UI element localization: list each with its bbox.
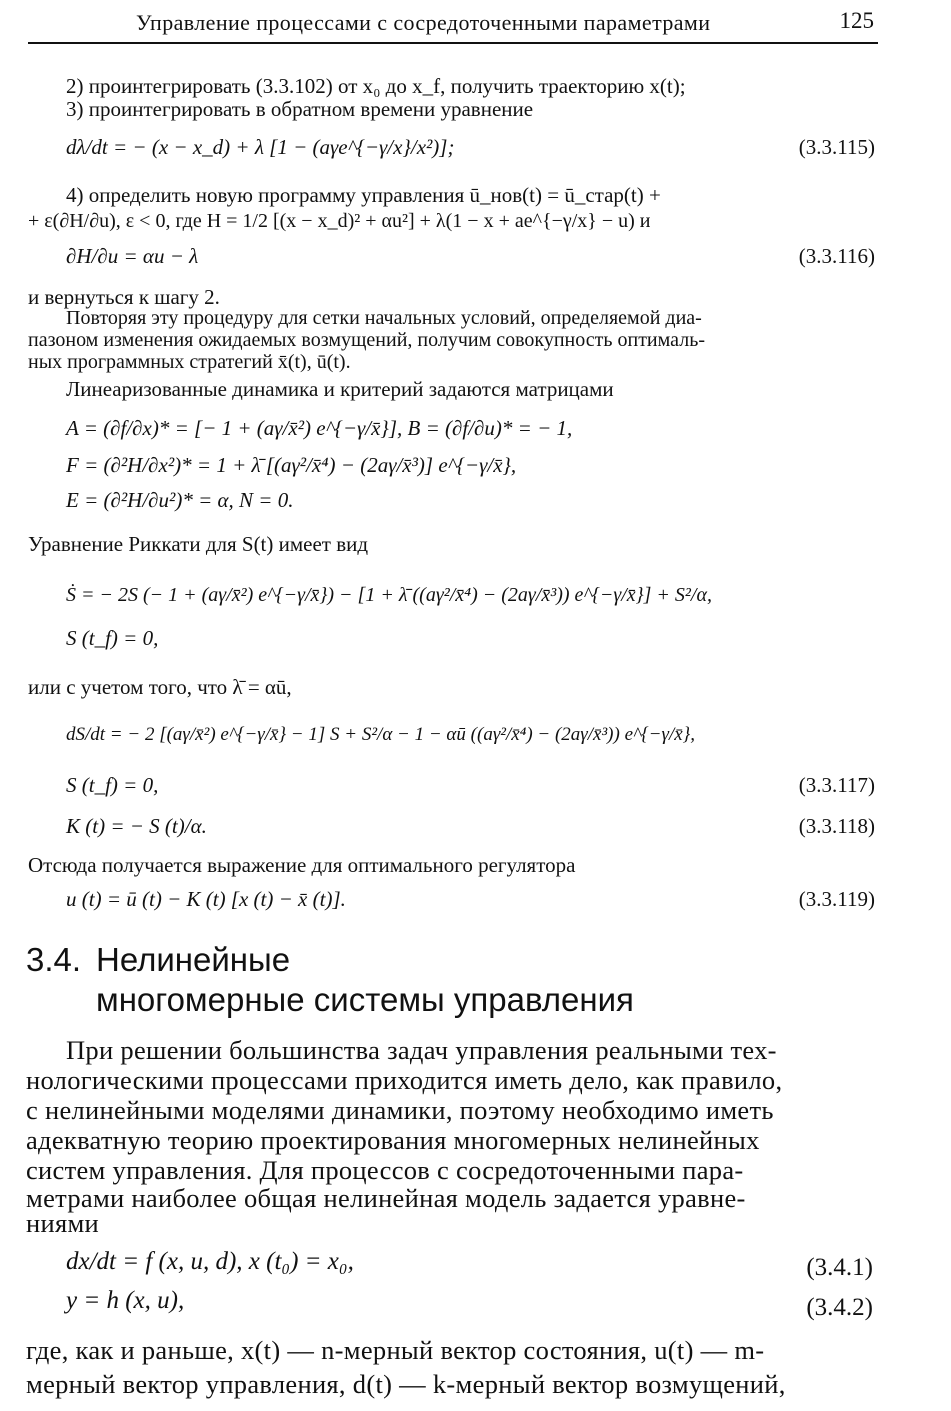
equation-number: (3.3.118)	[798, 814, 875, 838]
equation-3-3-117-line-1: dS/dt = − 2 [(aγ/x̄²) e^{−γ/x̄} − 1] S + S²/α − 1 − αū ((aγ²/x̄⁴) − (2aγ/x̄³)) e^{−γ/x̄},	[66, 724, 696, 745]
step-2-text: 2) проинтегрировать (3.3.102) от x₀ до x_f, получить траекторию x(t);	[66, 74, 686, 98]
section-paragraph-line: с нелинейными моделями динамики, поэтому необходимо иметь	[26, 1095, 774, 1125]
linearized-intro: Линеаризованные динамика и критерий задаются матрицами	[66, 377, 614, 401]
equation-number: (3.4.1)	[806, 1254, 873, 1281]
matrix-a-b: A = (∂f/∂x)* = [− 1 + (aγ/x̄²) e^{−γ/x̄}], B = (∂f/∂u)* = − 1,	[66, 416, 573, 440]
equation-3-3-115: dλ/dt = − (x − x_d) + λ [1 − (aγe^{−γ/x}/x²)];	[66, 135, 455, 159]
equation-number: (3.3.119)	[798, 887, 875, 911]
equation-3-3-116: ∂H/∂u = αu − λ	[66, 244, 199, 268]
section-paragraph-line: При решении большинства задач управления реальными тех-	[66, 1035, 777, 1065]
section-title-line-1: Нелинейные	[96, 941, 291, 978]
final-paragraph-line: где, как и раньше, x(t) — n-мерный вектор состояния, u(t) — m-	[26, 1335, 765, 1365]
considering-text: или с учетом того, что λ̄ = αū,	[28, 675, 292, 699]
section-paragraph-line: систем управления. Для процессов с сосредоточенными пара-	[26, 1155, 744, 1185]
paragraph-line: Повторяя эту процедуру для сетки начальных условий, определяемой диа-	[66, 307, 702, 329]
running-title: Управление процессами с сосредоточенными параметрами	[136, 10, 711, 35]
section-paragraph-line: адекватную теорию проектирования многомерных нелинейных	[26, 1125, 760, 1155]
paragraph-line: пазоном изменения ожидаемых возмущений, получим совокупность оптималь-	[28, 329, 705, 351]
riccati-boundary: S (t_f) = 0,	[66, 626, 159, 650]
step-4-line-1: 4) определить новую программу управления ū_нов(t) = ū_стар(t) +	[66, 183, 661, 207]
equation-3-4-1: dx/dt = f (x, u, d), x (t₀) = x₀,	[66, 1248, 354, 1275]
equation-3-3-118: K (t) = − S (t)/α.	[66, 814, 207, 838]
equation-number: (3.4.2)	[806, 1294, 873, 1321]
return-to-step-text: и вернуться к шагу 2.	[28, 285, 220, 309]
running-header	[28, 4, 878, 44]
equation-3-3-119: u (t) = ū (t) − K (t) [x (t) − x̄ (t)].	[66, 887, 346, 911]
step-3-text: 3) проинтегрировать в обратном времени уравнение	[66, 97, 534, 121]
page-number: 125	[839, 8, 874, 33]
equation-3-4-2: y = h (x, u),	[66, 1287, 185, 1314]
riccati-intro: Уравнение Риккати для S(t) имеет вид	[28, 532, 369, 556]
equation-3-3-117-line-2: S (t_f) = 0,	[66, 773, 159, 797]
matrix-e-n: E = (∂²H/∂u²)* = α, N = 0.	[66, 488, 294, 512]
section-number: 3.4.	[26, 941, 82, 978]
equation-number: (3.3.115)	[798, 135, 875, 159]
equation-number: (3.3.117)	[798, 773, 875, 797]
matrix-f: F = (∂²H/∂x²)* = 1 + λ̄ [(aγ²/x̄⁴) − (2aγ/x̄³)] e^{−γ/x̄},	[66, 453, 517, 477]
final-paragraph-line: мерный вектор управления, d(t) — k-мерный вектор возмущений,	[26, 1369, 786, 1399]
step-4-line-2: + ε(∂H/∂u), ε < 0, где H = 1/2 [(x − x_d)² + αu²] + λ(1 − x + ae^{−γ/x} − u) и	[28, 210, 651, 232]
paragraph-line: ных программных стратегий x̄(t), ū(t).	[28, 351, 351, 373]
section-paragraph-line: метрами наиболее общая нелинейная модель задается уравне-	[26, 1183, 746, 1213]
section-paragraph-line: нологическими процессами приходится иметь дело, как правило,	[26, 1065, 783, 1095]
regulator-intro: Отсюда получается выражение для оптимального регулятора	[28, 853, 576, 877]
section-title-line-2: многомерные системы управления	[96, 981, 634, 1018]
equation-number: (3.3.116)	[798, 244, 875, 268]
section-paragraph-line: ниями	[26, 1208, 100, 1238]
riccati-equation: Ṡ = − 2S (− 1 + (aγ/x̄²) e^{−γ/x̄}) − [1 + λ̄ ((aγ²/x̄⁴) − (2aγ/x̄³)) e^{−γ/x̄}] + S²/α,	[66, 584, 712, 606]
